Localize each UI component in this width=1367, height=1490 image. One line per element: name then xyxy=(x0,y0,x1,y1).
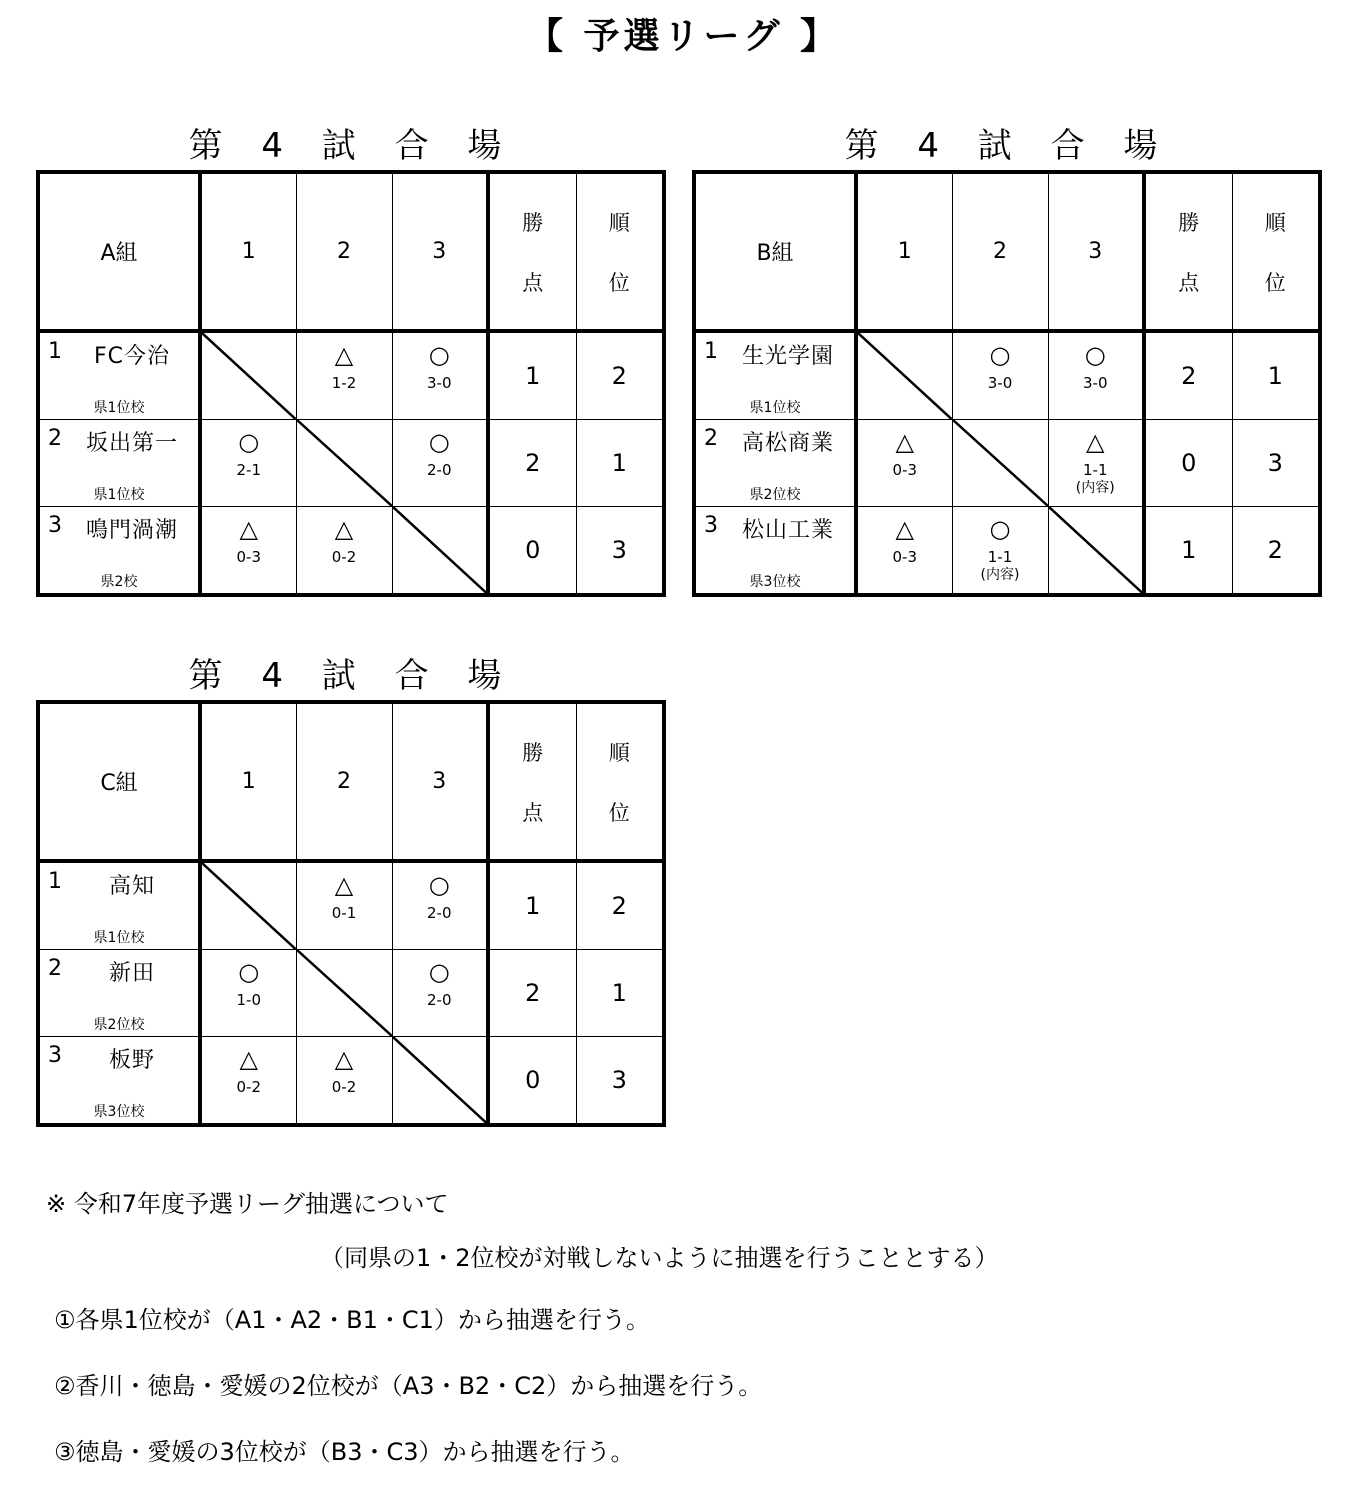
team-points: 1 xyxy=(488,861,576,950)
match-result-cell xyxy=(392,420,488,507)
team-name: 松山工業 xyxy=(741,518,834,543)
team-seed: 県3位校 xyxy=(749,574,801,590)
col-header-points xyxy=(488,172,576,331)
self-match-cell xyxy=(952,420,1048,507)
team-cell xyxy=(38,950,200,1037)
col-header-rank xyxy=(576,702,664,861)
match-result-cell xyxy=(392,861,488,950)
notes-item-1: ①各県1位校が（A1・A2・B1・C1）から抽選を行う。 xyxy=(54,1306,650,1334)
team-rank: 2 xyxy=(1232,507,1320,596)
notes-heading: ※ 令和7年度予選リーグ抽選について xyxy=(46,1190,449,1218)
win-circle-icon: ○ xyxy=(428,958,450,986)
team-seed: 県3位校 xyxy=(93,1104,145,1120)
match-result-cell xyxy=(952,507,1048,596)
diagonal-line-icon xyxy=(297,420,392,506)
diagonal-line-icon xyxy=(393,507,487,593)
diagonal-line-icon xyxy=(202,863,296,949)
win-circle-icon: ○ xyxy=(428,871,450,899)
team-row xyxy=(694,420,1320,507)
group-table-2 xyxy=(36,700,666,1127)
col-header-points xyxy=(488,702,576,861)
team-cell xyxy=(38,507,200,596)
group-name: A組 xyxy=(38,172,200,331)
team-name: FC今治 xyxy=(93,344,171,369)
match-result-cell xyxy=(952,331,1048,420)
diagonal-line-icon xyxy=(393,1037,487,1123)
team-rank: 2 xyxy=(576,331,664,420)
team-points: 1 xyxy=(1144,507,1232,596)
team-number: 3 xyxy=(48,513,62,538)
diagonal-line-icon xyxy=(953,420,1048,506)
match-result-cell xyxy=(296,331,392,420)
team-points: 2 xyxy=(1144,331,1232,420)
self-match-cell xyxy=(856,331,952,420)
points-label-top: 勝 xyxy=(1178,210,1200,235)
draw-triangle-icon: △ xyxy=(895,428,914,456)
win-circle-icon: ○ xyxy=(428,341,450,369)
match-score: 0-2 xyxy=(331,1078,357,1096)
match-result-cell xyxy=(392,331,488,420)
team-name: 高松商業 xyxy=(741,431,834,456)
rank-label-top: 順 xyxy=(608,740,630,765)
match-score: 0-2 xyxy=(236,1078,261,1096)
notes-subheading: （同県の1・2位校が対戦しないように抽選を行うこととする） xyxy=(320,1244,999,1272)
team-number: 1 xyxy=(704,339,718,364)
col-header-1: 1 xyxy=(200,172,296,331)
team-seed: 県1位校 xyxy=(93,400,145,416)
draw-triangle-icon: △ xyxy=(334,1045,354,1073)
team-number: 2 xyxy=(48,956,62,981)
group-name: C組 xyxy=(38,702,200,861)
match-score: 0-2 xyxy=(331,548,357,566)
team-row xyxy=(38,1037,664,1126)
col-header-rank xyxy=(576,172,664,331)
header-row xyxy=(694,172,1320,331)
team-rank: 1 xyxy=(576,420,664,507)
team-seed: 県1位校 xyxy=(749,400,801,416)
team-cell xyxy=(38,331,200,420)
team-points: 2 xyxy=(488,420,576,507)
self-match-cell xyxy=(200,861,296,950)
col-header-rank xyxy=(1232,172,1320,331)
group-table-0 xyxy=(36,170,666,597)
team-rank: 2 xyxy=(576,861,664,950)
team-cell xyxy=(38,861,200,950)
rank-label-bottom: 位 xyxy=(1264,270,1286,295)
diagonal-line-icon xyxy=(858,333,952,419)
draw-triangle-icon: △ xyxy=(334,515,354,543)
team-row xyxy=(38,950,664,1037)
match-result-cell xyxy=(856,420,952,507)
team-points: 0 xyxy=(1144,420,1232,507)
team-row xyxy=(38,420,664,507)
match-score: 0-1 xyxy=(331,904,357,922)
team-row xyxy=(694,507,1320,596)
match-result-cell xyxy=(1048,420,1144,507)
self-match-cell xyxy=(296,420,392,507)
header-row xyxy=(38,702,664,861)
draw-triangle-icon: △ xyxy=(334,871,354,899)
team-points: 2 xyxy=(488,950,576,1037)
team-seed: 県2校 xyxy=(100,574,138,590)
diagonal-line-icon xyxy=(202,333,296,419)
venue-title: 第 4 試 合 場 xyxy=(844,126,1172,166)
team-name: 新田 xyxy=(108,961,155,986)
match-result-cell xyxy=(200,507,296,596)
match-result-cell xyxy=(1048,331,1144,420)
diagonal-line-icon xyxy=(297,950,392,1036)
team-name: 坂出第一 xyxy=(85,431,178,456)
self-match-cell xyxy=(200,331,296,420)
points-label-top: 勝 xyxy=(522,210,544,235)
col-header-1: 1 xyxy=(200,702,296,861)
team-rank: 3 xyxy=(576,507,664,596)
match-note: (内容) xyxy=(980,567,1020,583)
team-cell xyxy=(38,420,200,507)
team-points: 1 xyxy=(488,331,576,420)
match-score: 3-0 xyxy=(427,374,452,392)
team-row xyxy=(694,331,1320,420)
self-match-cell xyxy=(1048,507,1144,596)
col-header-2: 2 xyxy=(952,172,1048,331)
team-number: 3 xyxy=(704,513,718,538)
team-rank: 1 xyxy=(1232,331,1320,420)
group-name: B組 xyxy=(694,172,856,331)
team-name: 高知 xyxy=(108,874,155,899)
venue-title: 第 4 試 合 場 xyxy=(188,126,516,166)
match-result-cell xyxy=(200,1037,296,1126)
col-header-3: 3 xyxy=(392,702,488,861)
points-label-bottom: 点 xyxy=(522,270,544,295)
draw-triangle-icon: △ xyxy=(1086,428,1105,456)
team-row xyxy=(38,507,664,596)
match-score: 3-0 xyxy=(1083,374,1108,392)
team-points: 0 xyxy=(488,1037,576,1126)
self-match-cell xyxy=(296,950,392,1037)
team-seed: 県1位校 xyxy=(93,930,145,946)
team-seed: 県2位校 xyxy=(749,487,801,503)
match-score: 2-0 xyxy=(427,904,452,922)
team-row xyxy=(38,861,664,950)
win-circle-icon: ○ xyxy=(1084,341,1106,369)
team-cell xyxy=(694,331,856,420)
self-match-cell xyxy=(392,507,488,596)
team-number: 2 xyxy=(48,426,62,451)
match-score: 1-1 xyxy=(1083,461,1108,479)
team-row xyxy=(38,331,664,420)
match-note: (内容) xyxy=(1075,480,1115,496)
team-number: 2 xyxy=(704,426,718,451)
match-result-cell xyxy=(392,950,488,1037)
win-circle-icon: ○ xyxy=(238,428,260,456)
match-result-cell xyxy=(200,420,296,507)
venue-title: 第 4 試 合 場 xyxy=(188,656,516,696)
team-cell xyxy=(694,420,856,507)
match-result-cell xyxy=(296,507,392,596)
team-name: 板野 xyxy=(108,1048,155,1073)
page-title: 【 予選リーグ 】 xyxy=(526,16,841,57)
win-circle-icon: ○ xyxy=(238,958,260,986)
col-header-3: 3 xyxy=(392,172,488,331)
match-result-cell xyxy=(296,1037,392,1126)
points-label-top: 勝 xyxy=(522,740,544,765)
rank-label-top: 順 xyxy=(608,210,630,235)
rank-label-bottom: 位 xyxy=(608,270,630,295)
team-rank: 3 xyxy=(1232,420,1320,507)
match-score: 2-0 xyxy=(427,461,452,479)
header-row xyxy=(38,172,664,331)
points-label-bottom: 点 xyxy=(1178,270,1200,295)
team-cell xyxy=(38,1037,200,1126)
col-header-points xyxy=(1144,172,1232,331)
team-points: 0 xyxy=(488,507,576,596)
diagonal-line-icon xyxy=(1049,507,1143,593)
match-score: 1-2 xyxy=(331,374,357,392)
match-score: 2-1 xyxy=(236,461,261,479)
win-circle-icon: ○ xyxy=(428,428,450,456)
match-score: 3-0 xyxy=(987,374,1013,392)
win-circle-icon: ○ xyxy=(989,341,1011,369)
team-cell xyxy=(694,507,856,596)
team-number: 1 xyxy=(48,339,62,364)
match-score: 1-0 xyxy=(236,991,261,1009)
match-score: 1-1 xyxy=(987,548,1013,566)
rank-label-top: 順 xyxy=(1264,210,1286,235)
notes-item-2: ②香川・徳島・愛媛の2位校が（A3・B2・C2）から抽選を行う。 xyxy=(54,1372,763,1400)
draw-triangle-icon: △ xyxy=(239,515,258,543)
team-rank: 1 xyxy=(576,950,664,1037)
team-name: 生光学園 xyxy=(741,344,834,369)
team-number: 1 xyxy=(48,869,62,894)
notes-item-3: ③徳島・愛媛の3位校が（B3・C3）から抽選を行う。 xyxy=(54,1438,635,1466)
self-match-cell xyxy=(392,1037,488,1126)
draw-triangle-icon: △ xyxy=(895,515,914,543)
team-name: 鳴門渦潮 xyxy=(85,518,178,543)
col-header-2: 2 xyxy=(296,702,392,861)
match-score: 0-3 xyxy=(892,548,917,566)
group-table-1 xyxy=(692,170,1322,597)
draw-triangle-icon: △ xyxy=(334,341,354,369)
match-score: 2-0 xyxy=(427,991,452,1009)
team-rank: 3 xyxy=(576,1037,664,1126)
points-label-bottom: 点 xyxy=(522,800,544,825)
col-header-1: 1 xyxy=(856,172,952,331)
match-result-cell xyxy=(296,861,392,950)
team-number: 3 xyxy=(48,1043,62,1068)
col-header-2: 2 xyxy=(296,172,392,331)
team-seed: 県2位校 xyxy=(93,1017,145,1033)
rank-label-bottom: 位 xyxy=(608,800,630,825)
team-seed: 県1位校 xyxy=(93,487,145,503)
win-circle-icon: ○ xyxy=(989,515,1011,543)
match-result-cell xyxy=(200,950,296,1037)
match-score: 0-3 xyxy=(236,548,261,566)
col-header-3: 3 xyxy=(1048,172,1144,331)
match-score: 0-3 xyxy=(892,461,917,479)
draw-triangle-icon: △ xyxy=(239,1045,258,1073)
match-result-cell xyxy=(856,507,952,596)
